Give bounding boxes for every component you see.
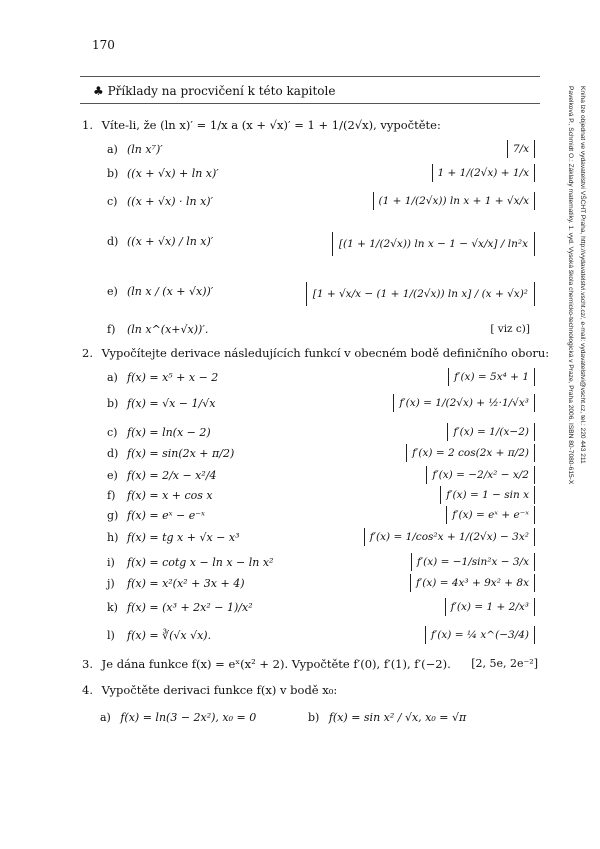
exercise-row bbox=[107, 164, 535, 186]
exercise-row bbox=[107, 320, 535, 342]
exercise-expression: f(x) = sin(2x + π/2) bbox=[127, 447, 235, 460]
exercise-row bbox=[107, 140, 535, 162]
exercise-expression: f(x) = ∛(√x √x). bbox=[127, 629, 212, 642]
exercise-row bbox=[107, 232, 535, 254]
exercise-answer: f′(x) = −2/x² − x/2 bbox=[426, 466, 535, 484]
exercise-row bbox=[107, 394, 535, 416]
exercise-answer: f′(x) = ¼ x^(−3/4) bbox=[425, 626, 535, 644]
exercise-expression: f(x) = (x³ + 2x² − 1)/x² bbox=[127, 601, 253, 614]
exercise-row bbox=[107, 528, 535, 550]
exercise-row bbox=[107, 553, 535, 575]
question-1 bbox=[82, 118, 441, 132]
exercise-expression: f(x) = ln(3 − 2x²), x₀ = 0 bbox=[120, 711, 257, 724]
exercise-answer: f′(x) = 1 + 2/x³ bbox=[445, 598, 535, 616]
exercise-label: a) bbox=[100, 711, 111, 724]
question-text: Víte-li, že (ln x)′ = 1/x a (x + √x)′ = 1 + 1/(2√x), vypočtěte: bbox=[101, 118, 441, 132]
exercise-label: b) bbox=[107, 167, 119, 180]
exercise-row bbox=[107, 506, 535, 528]
exercise-label: c) bbox=[107, 195, 118, 208]
exercise-answer: 1 + 1/(2√x) + 1/x bbox=[432, 164, 535, 182]
exercise-answer: f′(x) = −1/sin²x − 3/x bbox=[411, 553, 535, 571]
exercise-answer: f′(x) = 1 − sin x bbox=[440, 486, 535, 504]
exercise-label: k) bbox=[107, 601, 118, 614]
side-note bbox=[557, 86, 595, 626]
exercise-expression: ((x + √x) / ln x)′ bbox=[127, 235, 214, 248]
exercise-label: e) bbox=[107, 285, 118, 298]
exercise-expression: f(x) = x²(x² + 3x + 4) bbox=[127, 577, 245, 590]
question-number: 1. bbox=[82, 118, 93, 132]
exercise-label: c) bbox=[107, 426, 118, 439]
exercise-label: d) bbox=[107, 235, 119, 248]
exercise-row bbox=[107, 423, 535, 445]
exercise-expression: f(x) = sin x² / √x, x₀ = √π bbox=[328, 711, 467, 724]
exercise-label: l) bbox=[107, 629, 115, 642]
question-3-answer: [2, 5e, 2e⁻²] bbox=[471, 657, 538, 670]
exercise-label: h) bbox=[107, 531, 119, 544]
exercise-label: a) bbox=[107, 371, 118, 384]
exercise-expression: f(x) = eˣ − e⁻ˣ bbox=[127, 509, 205, 522]
exercise-label: g) bbox=[107, 509, 119, 522]
question-2 bbox=[82, 346, 549, 360]
exercise-answer: f′(x) = 1/(x−2) bbox=[447, 423, 535, 441]
exercise-row bbox=[107, 282, 535, 304]
exercise-answer: (1 + 1/(2√x)) ln x + 1 + √x/x bbox=[373, 192, 535, 210]
exercise-answer: [1 + √x/x − (1 + 1/(2√x)) ln x] / (x + √x)² bbox=[306, 282, 535, 306]
exercise-answer: [ viz c)] bbox=[490, 323, 530, 335]
exercise-expression: f(x) = cotg x − ln x − ln x² bbox=[127, 556, 274, 569]
exercise-label: f) bbox=[107, 489, 116, 502]
exercise-label: i) bbox=[107, 556, 115, 569]
exercise-expression: (ln x⁷)′ bbox=[127, 143, 163, 156]
exercise-expression: (ln x / (x + √x))′ bbox=[127, 285, 214, 298]
exercise-label: b) bbox=[308, 711, 320, 724]
exercise-row bbox=[107, 626, 535, 648]
exercise-answer: f′(x) = 5x⁴ + 1 bbox=[448, 368, 535, 386]
exercise-answer: f′(x) = eˣ + e⁻ˣ bbox=[446, 506, 535, 524]
exercise-label: a) bbox=[107, 143, 118, 156]
exercise-label: e) bbox=[107, 469, 118, 482]
exercise-expression: f(x) = 2/x − x²/4 bbox=[127, 469, 217, 482]
exercise-row bbox=[107, 444, 535, 466]
exercise-label: b) bbox=[107, 397, 119, 410]
exercise-expression: f(x) = x + cos x bbox=[127, 489, 213, 502]
section-rule-bottom bbox=[80, 103, 540, 104]
exercise-label: f) bbox=[107, 323, 116, 336]
question-4-part-b bbox=[308, 711, 466, 724]
question-4-part-a bbox=[100, 711, 256, 724]
question-4 bbox=[82, 683, 337, 697]
question-number: 3. bbox=[82, 657, 93, 671]
exercise-expression: f(x) = ln(x − 2) bbox=[127, 426, 211, 439]
question-text: Vypočtěte derivaci funkce f(x) v bodě x₀: bbox=[101, 683, 338, 697]
question-text: Je dána funkce f(x) = eˣ(x² + 2). Vypočtěte f′(0), f′(1), f′(−2). bbox=[101, 657, 451, 671]
exercise-expression: ((x + √x) + ln x)′ bbox=[127, 167, 219, 180]
exercise-label: j) bbox=[107, 577, 115, 590]
exercise-row bbox=[107, 192, 535, 214]
exercise-expression: f(x) = tg x + √x − x³ bbox=[127, 531, 240, 544]
exercise-expression: ((x + √x) · ln x)′ bbox=[127, 195, 214, 208]
exercise-answer: [(1 + 1/(2√x)) ln x − 1 − √x/x] / ln²x bbox=[332, 232, 535, 256]
exercise-row bbox=[107, 574, 535, 596]
exercise-answer: f′(x) = 1/cos²x + 1/(2√x) − 3x² bbox=[364, 528, 535, 546]
question-number: 2. bbox=[82, 346, 93, 360]
exercise-answer: f′(x) = 1/(2√x) + ½·1/√x³ bbox=[393, 394, 535, 412]
exercise-expression: f(x) = √x − 1/√x bbox=[127, 397, 216, 410]
side-note-line2: Kniha lze objednat ve vydavatelství VŠCHT Praha, http://vydavatelstvi.vscht.cz/, e-mail: vydavatelstvi@vscht.cz, tel.: 220 443 211 bbox=[579, 86, 586, 464]
section-title: ♣ Příklady na procvičení k této kapitole bbox=[93, 84, 336, 98]
exercise-expression: (ln x^(x+√x))′. bbox=[127, 323, 209, 336]
page-number: 170 bbox=[92, 38, 115, 52]
exercise-label: d) bbox=[107, 447, 119, 460]
exercise-answer: f′(x) = 4x³ + 9x² + 8x bbox=[410, 574, 535, 592]
question-number: 4. bbox=[82, 683, 93, 697]
exercise-row bbox=[107, 466, 535, 488]
exercise-expression: f(x) = x⁵ + x − 2 bbox=[127, 371, 219, 384]
exercise-answer: 7/x bbox=[507, 140, 535, 158]
exercise-answer: f′(x) = 2 cos(2x + π/2) bbox=[406, 444, 535, 462]
exercise-row bbox=[107, 486, 535, 508]
side-note-line1: Pavelková P., Schmidt O.: Základy matematiky. 1. vyd. Vysoká škola chemicko-technologická v Praze, Praha 2006. ISBN 80-7080-615-X bbox=[567, 86, 574, 485]
question-text: Vypočítejte derivace následujících funkcí v obecném bodě definičního oboru: bbox=[101, 346, 550, 360]
question-3 bbox=[82, 657, 451, 671]
exercise-row bbox=[107, 598, 535, 620]
exercise-row bbox=[107, 368, 535, 390]
section-rule-top bbox=[80, 76, 540, 77]
